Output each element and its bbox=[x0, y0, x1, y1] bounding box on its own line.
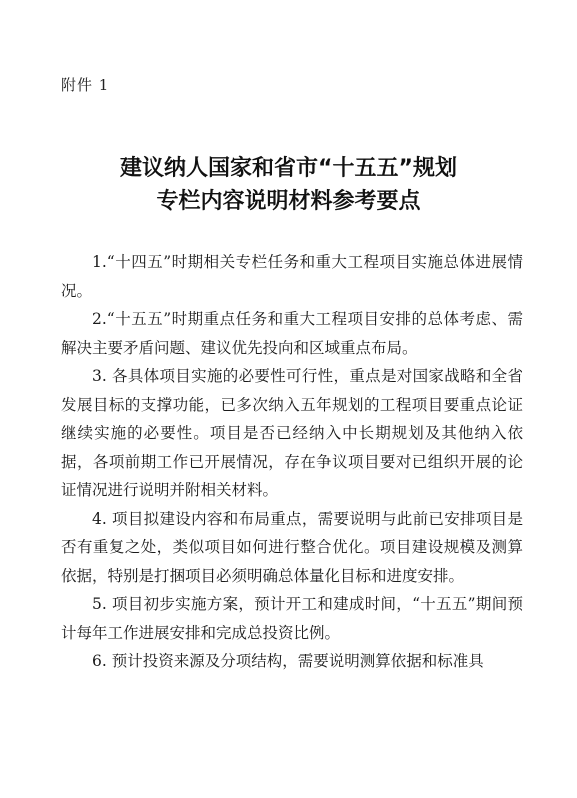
document-body bbox=[61, 248, 523, 676]
paragraph-6: 6. 预计投资来源及分项结构，需要说明测算依据和标准具 bbox=[92, 652, 484, 670]
document-title-line-2: 专栏内容说明材料参考要点 bbox=[156, 189, 421, 214]
paragraph-1: 1.“十四五”时期相关专栏任务和重大工程项目实施总体进展情况。 bbox=[61, 253, 523, 300]
paragraph-4: 4. 项目拟建设内容和布局重点，需要说明与此前已安排项目是否有重复之处，类似项目如何进行整合优化。项目建设规模及测算依据，特别是打捆项目必须明确总体量化目标和进度安排。 bbox=[61, 509, 523, 585]
attachment-label: 附件 1 bbox=[61, 76, 110, 94]
document-title-line-1: 建议纳人国家和省市“十五五”规划 bbox=[120, 156, 457, 181]
paragraph-3: 3. 各具体项目实施的必要性可行性，重点是对国家战略和全省发展目标的支撑功能，已多次纳入五年规划的工程项目要重点论证继续实施的必要性。项目是否已经纳入中长期规划及其他纳入依据，各项前期工作已开展情况，存在争议项目要对已组织开展的论证情况进行说明并附相关材料。 bbox=[61, 367, 523, 499]
paragraph-2: 2.“十五五”时期重点任务和重大工程项目安排的总体考虑、需解决主要矛盾问题、建议优先投向和区域重点布局。 bbox=[61, 310, 523, 357]
paragraph-5: 5. 项目初步实施方案，预计开工和建成时间，“十五五”期间预计每年工作进展安排和完成总投资比例。 bbox=[61, 595, 523, 642]
